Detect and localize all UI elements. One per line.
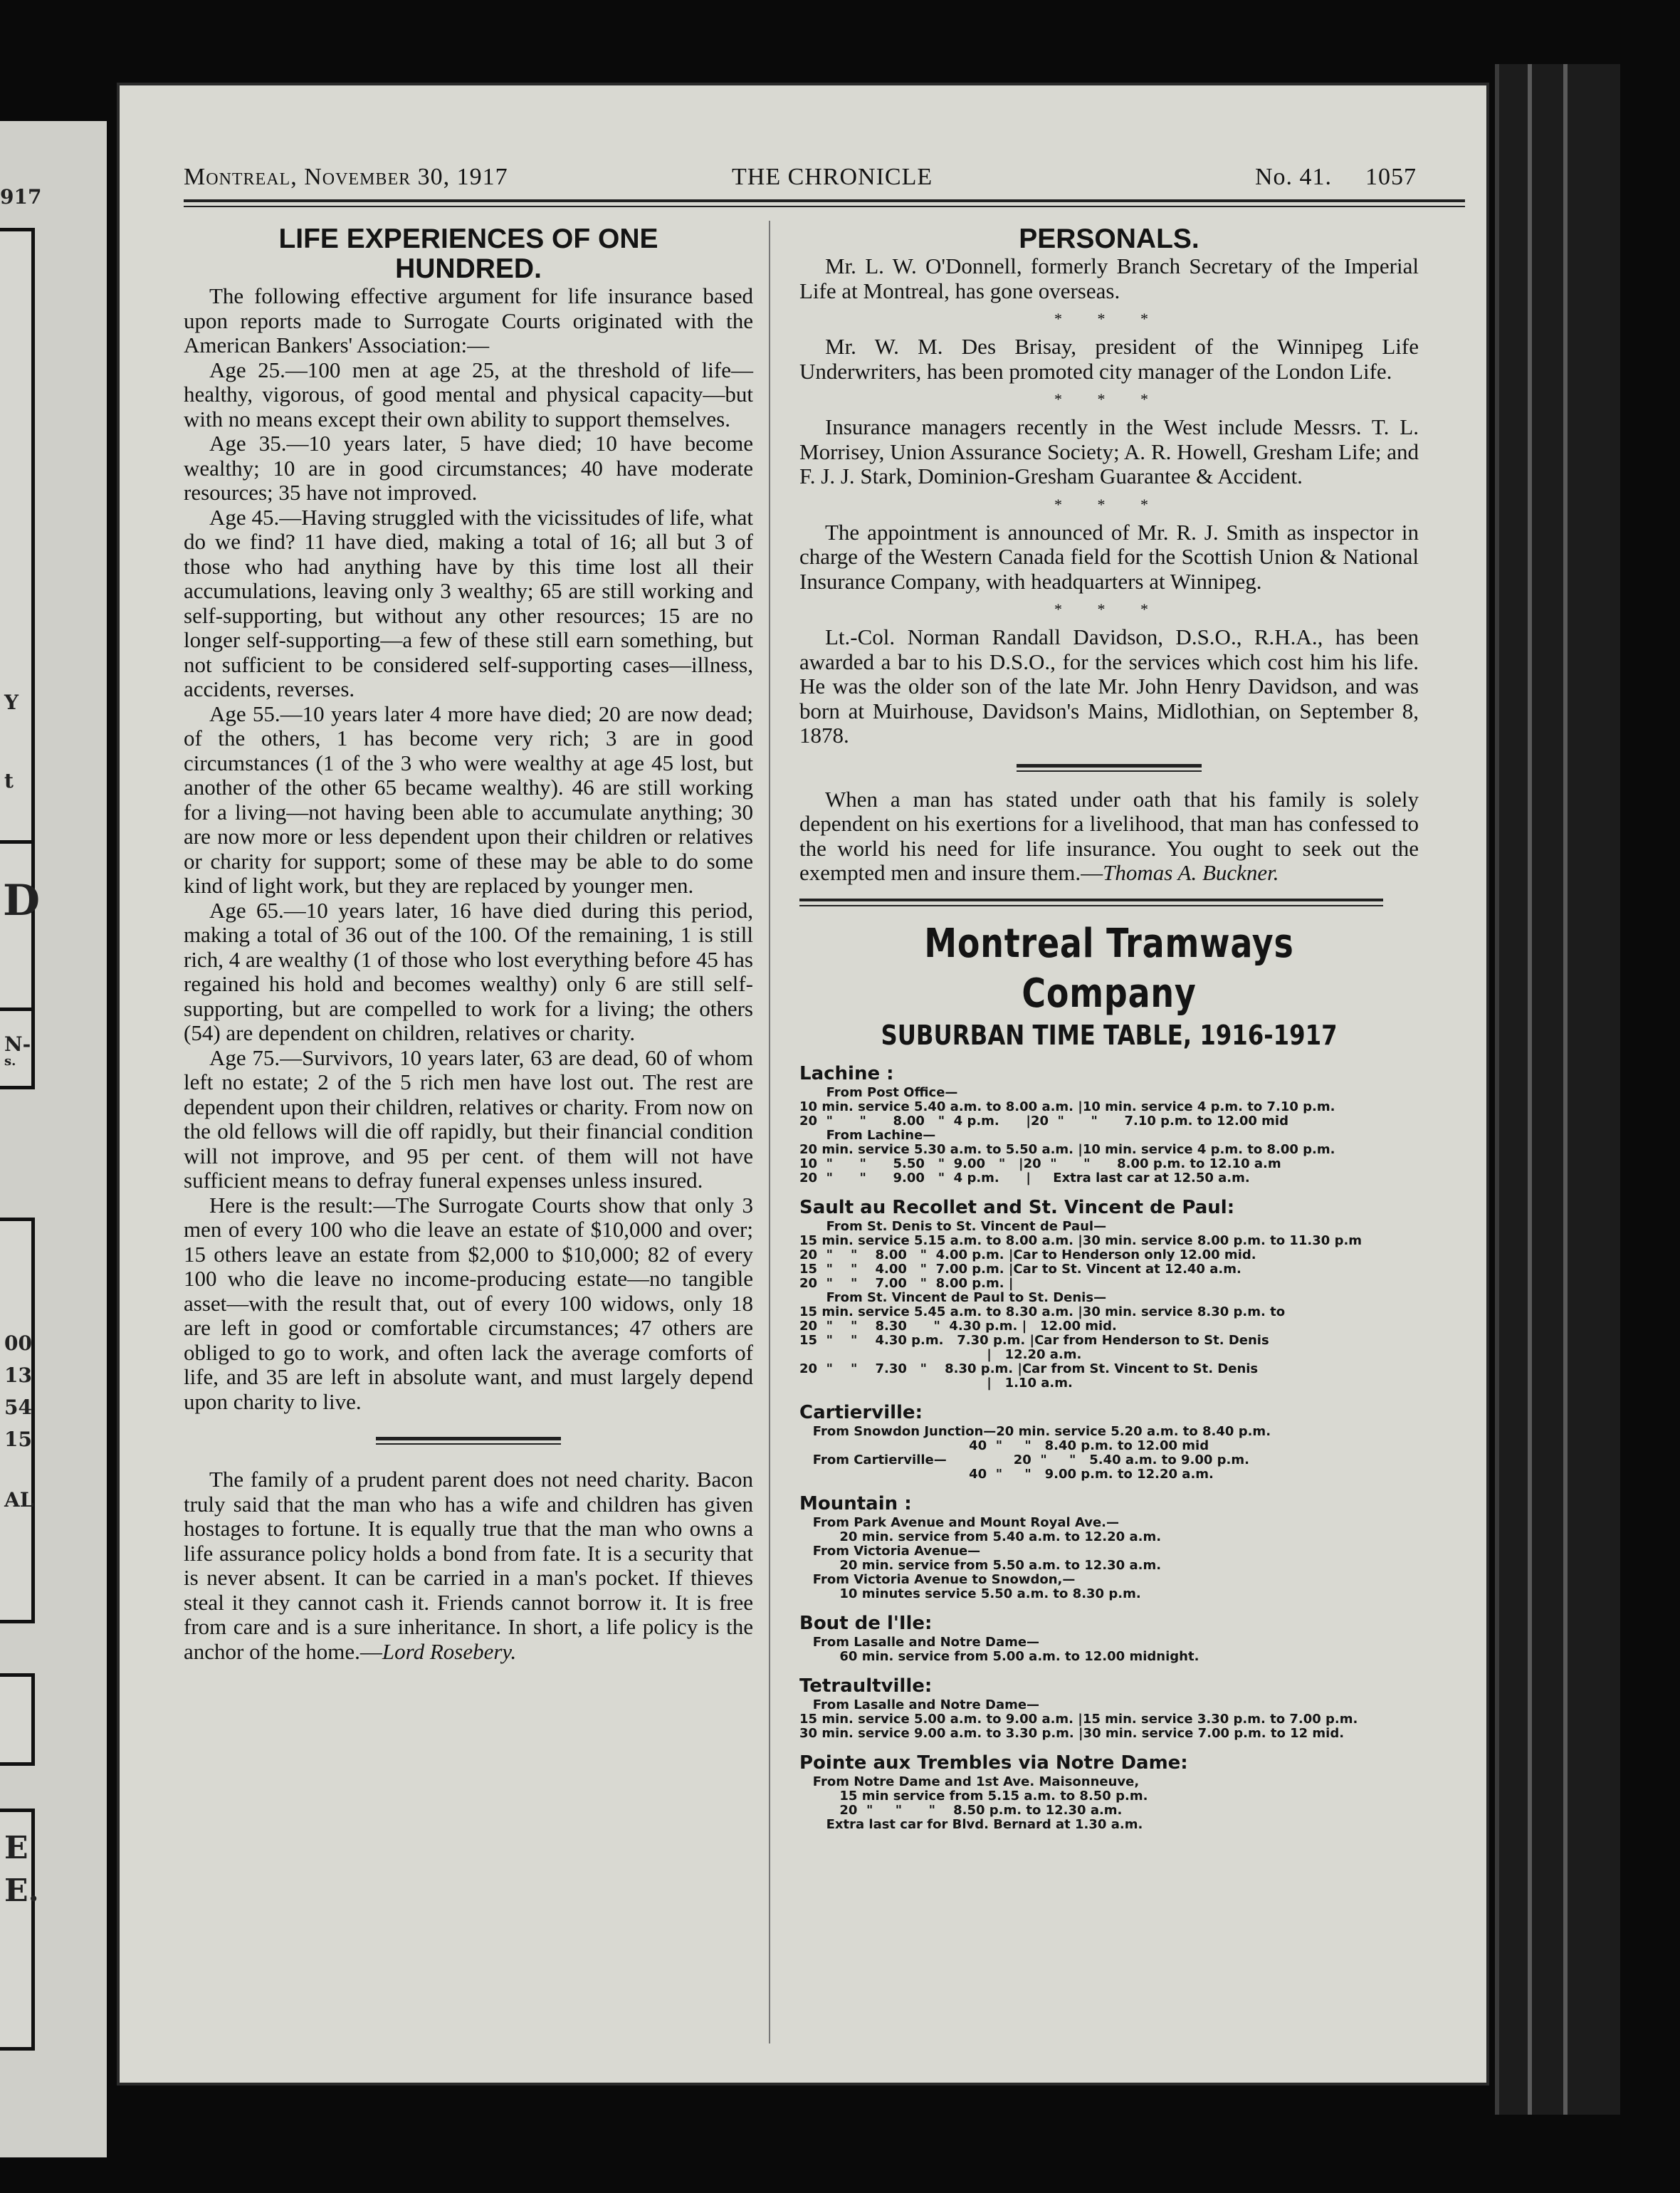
timetable-line: From Victoria Avenue— [799,1543,981,1559]
timetable-line: 20 " " 9.00 " 4 p.m. | Extra last car at 12.50 a.m. [799,1170,1250,1186]
personal-item: Insurance managers recently in the West include Messrs. T. L. Morrisey, Union Assurance Society; A. R. Howell, Gresham Life; and F. J. J. Stark, Dominion-Gresham Guarantee & Accident. [799,414,1419,488]
timetable-line: 20 " " " 8.50 p.m. to 12.30 a.m. [799,1802,1123,1818]
personal-item: Lt.-Col. Norman Randall Davidson, D.S.O., R.H.A., has been awarded a bar to his D.S.O., for the services which cost him his life. He was the older son of the late Mr. John Henry Davidson, and was born at Muirhouse, Davidson's Mains, Midlothian, on September 8, 1878. [799,624,1419,748]
timetable-line: 20 min. service from 5.40 a.m. to 12.20 a.m. [799,1529,1162,1544]
timetable-line: From St. Denis to St. Vincent de Paul— [799,1218,1107,1234]
facing-page-box [0,840,35,1011]
timetable-line: 15 " " 4.00 " 7.00 p.m. |Car to St. Vincent at 12.40 a.m. [799,1261,1241,1277]
timetable-section-heading: Sault au Recollet and St. Vincent de Paul: [799,1196,1235,1218]
timetable-line: 40 " " 8.40 p.m. to 12.00 mid [799,1438,1209,1453]
timetable-line: 20 " " 7.30 " 8.30 p.m. |Car from St. Vincent to St. Denis [799,1361,1259,1376]
article-paragraph: Age 75.—Survivors, 10 years later, 63 are dead, 60 of whom left no estate; 2 of the 5 rich men have lost out. The rest are dependent upon their children, relatives or charity. From now on the old fellows will die off rapidly, but their financial condition will not improve, and 95 per cent. of them will not have sufficient means to defray funeral expenses unless insured. [184,1045,753,1193]
article-paragraph: Age 45.—Having struggled with the vicissitudes of life, what do we find? 11 have died, making a total of 16; all but 3 of those who had anything have by this time lost all their accumulations, leaving only 3 wealthy; 65 are still working and self-supporting, but without any other resources; 15 are no longer self-supporting—a few of these still earn something, but not sufficient to be considered self-supporting cases—illness, accidents, reverses. [184,504,753,701]
tramways-title: Montreal Tramways Company [924,920,1294,1017]
timetable [799,1062,1419,1832]
article-paragraph: Age 35.—10 years later, 5 have died; 10 have become wealthy; 10 are in good circumstances; 40 have moderate resources; 35 have not improved. [184,431,753,505]
timetable-section-heading: Mountain : [799,1492,912,1514]
header-rule [184,199,1465,207]
timetable-line: 20 " " 8.30 " 4.30 p.m. | 12.00 mid. [799,1318,1117,1334]
article-paragraph: Age 25.—100 men at age 25, at the threshold of life—healthy, vigorous, of good mental and physical capacity—but with no means except their own ability to support themselves. [184,357,753,431]
tramways-advertisement [799,919,1419,1832]
timetable-section-heading: Pointe aux Trembles via Notre Dame: [799,1752,1188,1774]
timetable-line: From Lachine— [799,1127,936,1143]
quote-text: The family of a prudent parent does not need charity. Bacon truly said that the man who has a wife and children has given hostages to fortune. It is equally true that the man who owns a life assurance policy holds a bond from fate. It is a security that is never absent. It can be carried in a man's pocket. If thieves steal it they cannot cash it. Friends cannot borrow it. It is free from care and is a sure inheritance. In short, a life policy is the anchor of the home.— [184,1467,753,1664]
timetable-line: 30 min. service 9.00 a.m. to 3.30 p.m. |30 min. service 7.00 p.m. to 12 mid. [799,1725,1345,1741]
header-page-number: 1057 [1365,164,1417,190]
running-header [184,157,1458,199]
quote-author: Lord Rosebery. [382,1638,517,1664]
facing-fragment: E [4,1830,28,1866]
item-separator: * * * [1054,495,1164,513]
item-separator: * * * [1054,390,1164,408]
timetable-line: 20 min. service from 5.50 a.m. to 12.30 a.m. [799,1557,1162,1573]
timetable-line: 15 min. service 5.00 a.m. to 9.00 a.m. |15 min. service 3.30 p.m. to 7.00 p.m. [799,1711,1358,1727]
timetable-line: Extra last car for Blvd. Bernard at 1.30 a.m. [799,1816,1143,1832]
personal-item: The appointment is announced of Mr. R. J. Smith as inspector in charge of the Western Canada field for the Scottish Union & National Insurance Company, with headquarters at Winnipeg. [799,519,1419,594]
page-edge [1528,64,1532,2115]
article-paragraph: Age 65.—10 years later, 16 have died during this period, making a total of 36 out of the 100. Of the remaining, 1 is still rich, 4 are wealthy (1 of those who lost everything before 45 has regained his hold and becomes wealthy) only 6 are still self-supporting, but are compelled to work for a living; the others (54) are dependent on children, relatives or charity. [184,897,753,1045]
facing-fragment: 15 [4,1428,32,1451]
facing-fragment: t [4,769,14,792]
timetable-line: 20 " " 8.00 " 4.00 p.m. |Car to Henderson only 12.00 mid. [799,1247,1256,1262]
timetable-section-heading: Bout de l'Ile: [799,1612,933,1634]
timetable-line: From Lasalle and Notre Dame— [799,1634,1040,1650]
timetable-line: 60 min. service from 5.00 a.m. to 12.00 midnight. [799,1648,1199,1664]
column-divider [769,221,770,2043]
article-title: LIFE EXPERIENCES OF ONE HUNDRED. [278,224,658,284]
timetable-line: From Notre Dame and 1st Ave. Maisonneuve, [799,1774,1140,1789]
personal-item: Mr. L. W. O'Donnell, formerly Branch Secretary of the Imperial Life at Montreal, has gone overseas. [799,253,1419,303]
page-edge [1563,64,1568,2115]
section-rule [376,1437,561,1445]
header-issue-number: No. 41. [1255,164,1333,190]
article-paragraph: Age 55.—10 years later 4 more have died; 20 are now dead; of the others, 1 has become very rich; 3 are in good circumstances (1 of the 3 who were wealthy at age 45 lost, but another of the other 65 became wealthy). 46 are still working for a living—not having been able to accumulate anything; 30 are now more or less dependent upon their children or relatives or charity for support; some of these may be able to do some kind of light work, but they are replaced by younger men. [184,701,753,898]
item-separator: * * * [1054,600,1164,618]
facing-fragment: Y [4,691,19,714]
header-dateline: Montreal, November 30, 1917 [184,164,508,190]
quote-text: When a man has stated under oath that his family is solely dependent on his exertions for a livelihood, that man has confessed to the world his need for life insurance. You ought to seek out the exempted men and insure them.— [799,786,1419,885]
article-paragraph: The following effective argument for life insurance based upon reports made to Surrogate Courts originated with the American Bankers' Association:— [184,283,753,357]
buckner-quote [799,787,1419,886]
quote-author: Thomas A. Buckner. [1103,860,1279,885]
timetable-section-heading: Lachine : [799,1062,894,1084]
timetable-line: 10 min. service 5.40 a.m. to 8.00 a.m. |10 min. service 4 p.m. to 7.10 p.m. [799,1099,1335,1114]
facing-fragment: s. [4,1054,16,1069]
facing-page-number: 917 [0,185,42,209]
timetable-section-heading: Tetraultville: [799,1675,933,1697]
timetable-line: 15 min. service 5.45 a.m. to 8.30 a.m. |30 min. service 8.30 p.m. to [799,1304,1286,1319]
facing-fragment: 00 [4,1331,32,1355]
personal-item: Mr. W. M. Des Brisay, president of the Winnipeg Life Underwriters, has been promoted city manager of the London Life. [799,334,1419,384]
timetable-line: 20 " " 7.00 " 8.00 p.m. | [799,1275,1014,1291]
tramways-subtitle: SUBURBAN TIME TABLE, 1916-1917 [881,1019,1338,1051]
timetable-line: 15 " " 4.30 p.m. 7.30 p.m. |Car from Henderson to St. Denis [799,1332,1269,1348]
facing-fragment: E. [4,1873,39,1909]
left-column [184,224,753,1664]
timetable-line: 15 min service from 5.15 a.m. to 8.50 p.m. [799,1788,1148,1804]
book-spine [1495,64,1620,2115]
timetable-line: From Cartierville— 20 " " 5.40 a.m. to 9.00 p.m. [799,1452,1249,1467]
section-rule [799,899,1383,906]
timetable-line: 20 min. service 5.30 a.m. to 5.50 a.m. |10 min. service 4 p.m. to 8.00 p.m. [799,1141,1335,1157]
item-separator: * * * [1054,310,1164,328]
rosebery-quote [184,1467,753,1664]
article-paragraph: Here is the result:—The Surrogate Courts show that only 3 men of every 100 who die leave an estate of $10,000 and over; 15 others leave an estate from $2,000 to $10,000; 82 of every 100 who die leave no income-producing estate—no tangible asset—with the result that, out of every 100 widows, only 18 are left in good or comfortable circumstances; 47 others are obliged to go to work, and often lack the average comforts of life, and 35 are left in absolute want, and must largely depend upon charity to live. [184,1192,753,1414]
header-masthead: THE CHRONICLE [732,164,933,190]
personals-title: PERSONALS. [1019,224,1199,254]
newspaper-page [120,85,1486,2083]
timetable-line: From Snowdon Junction—20 min. service 5.20 a.m. to 8.40 p.m. [799,1423,1271,1439]
timetable-line: 15 min. service 5.15 a.m. to 8.00 a.m. |30 min. service 8.00 p.m. to 11.30 p.m [799,1232,1363,1248]
facing-fragment: 13 [4,1364,32,1387]
timetable-line: 20 " " 8.00 " 4 p.m. |20 " " 7.10 p.m. to 12.00 mid [799,1113,1288,1129]
facing-fragment: N- [4,1032,31,1056]
section-rule [1017,764,1202,772]
facing-page-box [0,1673,35,1766]
timetable-line: 10 minutes service 5.50 a.m. to 8.30 p.m. [799,1586,1141,1601]
timetable-line: 10 " " 5.50 " 9.00 " |20 " " 8.00 p.m. to 12.10 a.m [799,1156,1281,1171]
timetable-line: | 12.20 a.m. [799,1346,1082,1362]
right-column [799,224,1419,1832]
article-body [184,284,753,1414]
timetable-line: From Victoria Avenue to Snowdon,— [799,1571,1076,1587]
facing-page [0,121,107,2157]
timetable-section-heading: Cartierville: [799,1401,923,1423]
facing-fragment: AL [4,1488,34,1512]
timetable-line: From Post Office— [799,1084,958,1100]
timetable-line: From St. Vincent de Paul to St. Denis— [799,1289,1107,1305]
facing-fragment: D [3,876,41,926]
timetable-line: | 1.10 a.m. [799,1375,1073,1391]
facing-page-box [0,1218,35,1623]
timetable-line: From Lasalle and Notre Dame— [799,1697,1040,1712]
timetable-line: 40 " " 9.00 p.m. to 12.20 a.m. [799,1466,1214,1482]
facing-fragment: 54 [4,1396,32,1419]
timetable-line: From Park Avenue and Mount Royal Ave.— [799,1514,1120,1530]
